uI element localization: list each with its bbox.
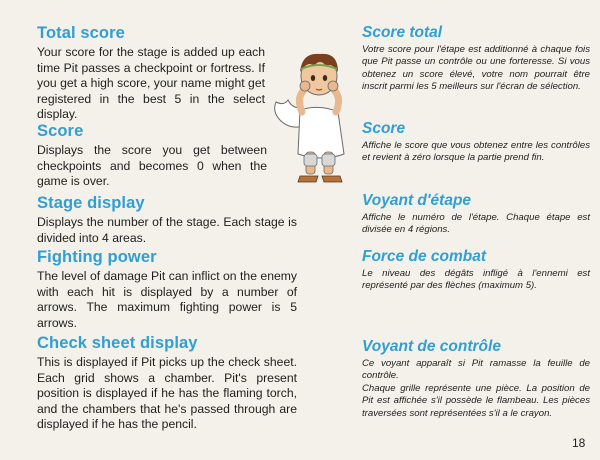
heading-voyant-controle: Voyant de contrôle xyxy=(362,338,501,355)
section-fighting-power xyxy=(37,248,297,331)
heading-score: Score xyxy=(37,122,84,140)
heading-force-combat: Force de combat xyxy=(362,248,487,265)
heading-check-sheet: Check sheet display xyxy=(37,334,198,352)
section-score-fr xyxy=(362,120,590,165)
text-score: Displays the score you get between checkpoints and becomes 0 when the game is over. xyxy=(37,143,267,188)
text-fighting-power: The level of damage Pit can inflict on the enemy with each hit is displayed by a number of arrows. The maximum fighting power is 5 arrows. xyxy=(37,269,297,330)
section-stage-display xyxy=(37,194,297,246)
text-force-combat: Le niveau des dégâts infligé à l'ennemi est représenté par des flèches (maximum 5). xyxy=(362,268,590,292)
text-stage-display: Displays the number of the stage. Each stage is divided into 4 areas. xyxy=(37,215,297,245)
text-score-total: Votre score pour l'étape est additionné à chaque fois que Pit passe un contrôle ou une forteresse. Si vous obtenez un score élevé, votre nom pourrait être inscrit parmi les 5 meilleurs sur l'écran de sélection. xyxy=(362,44,590,93)
section-total-score xyxy=(37,24,265,123)
heading-voyant-etape: Voyant d'étape xyxy=(362,192,472,209)
section-check-sheet xyxy=(37,334,297,433)
text-voyant-controle-1: Ce voyant apparaît si Pit ramasse la feuille de contrôle. xyxy=(362,358,590,382)
text-voyant-controle-2: Chaque grille représente une pièce. La position de Pit est affichée s'il possède le flambeau. Les pièces traversées sont représentées s'il a le crayon. xyxy=(362,382,590,419)
page-number: 18 xyxy=(572,436,586,450)
pit-character-illustration xyxy=(270,42,370,192)
section-voyant-etape xyxy=(362,192,590,237)
heading-total-score: Total score xyxy=(37,24,125,42)
heading-fighting-power: Fighting power xyxy=(37,248,157,266)
text-score-fr: Affiche le score que vous obtenez entre les contrôles et revient à zéro lorsque la partie prend fin. xyxy=(362,140,590,164)
section-force-combat xyxy=(362,248,590,293)
section-voyant-controle xyxy=(362,338,590,420)
section-score-total xyxy=(362,24,590,94)
heading-score-fr: Score xyxy=(362,120,406,137)
section-score xyxy=(37,122,267,190)
heading-score-total: Score total xyxy=(362,24,443,41)
text-check-sheet: This is displayed if Pit picks up the check sheet. Each grid shows a chamber. Pit's present position is displayed if he has the flaming torch, and the chambers that he's passed through are displayed if he has the pencil. xyxy=(37,355,297,431)
text-voyant-etape: Affiche le numéro de l'étape. Chaque étape est divisée en 4 régions. xyxy=(362,212,590,236)
heading-stage-display: Stage display xyxy=(37,194,145,212)
text-total-score: Your score for the stage is added up each time Pit passes a checkpoint or fortress. If you get a high score, your name might get registered in the best 5 in the select display. xyxy=(37,45,265,121)
